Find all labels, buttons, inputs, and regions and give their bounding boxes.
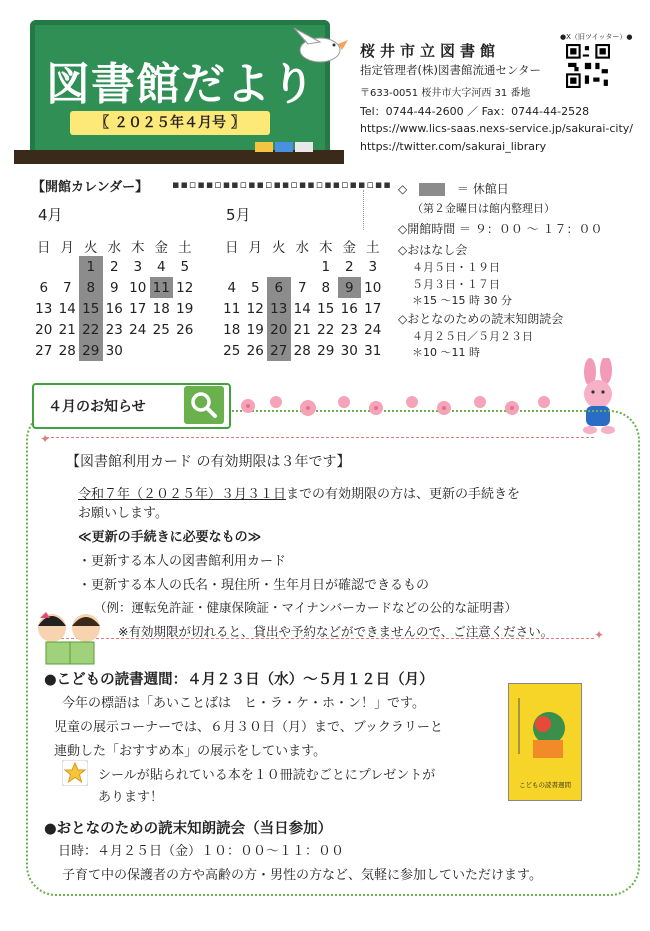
weekday-label: 土 bbox=[178, 239, 192, 256]
weekday-label: 火 bbox=[84, 239, 98, 256]
website-link[interactable]: https://www.lics-saas.nexs-service.jp/sakurai-city/ bbox=[360, 122, 634, 135]
calendar-day: 22 bbox=[317, 321, 335, 338]
closed-day: 20 bbox=[267, 319, 291, 340]
closed-day: 15 bbox=[79, 298, 103, 319]
month-label-april: 4月 bbox=[38, 206, 63, 224]
empty-day bbox=[267, 256, 291, 277]
weekday-label: 金 bbox=[154, 239, 168, 256]
empty-day bbox=[220, 256, 244, 277]
calendar-day: 18 bbox=[152, 300, 170, 317]
weekday-label: 月 bbox=[248, 239, 262, 256]
weekday-label: 木 bbox=[319, 239, 333, 256]
calendar-day: 31 bbox=[364, 342, 382, 359]
calendar-day: 9 bbox=[109, 279, 119, 296]
calendar-day: 1 bbox=[321, 258, 331, 275]
calendar-day: 30 bbox=[105, 342, 123, 359]
requirement-id: ・更新する本人の氏名・現住所・生年月日が確認できるもの bbox=[78, 578, 430, 593]
renewal-paragraph bbox=[78, 483, 520, 502]
weekday-label: 水 bbox=[295, 239, 309, 256]
calendar-heading: 【開館カレンダー】 bbox=[32, 180, 149, 195]
calendar-may bbox=[220, 235, 385, 361]
renewal-text: までの有効期限の方は、更新の手続きを bbox=[286, 487, 521, 502]
closed-day: 1 bbox=[79, 256, 103, 277]
reading-week-present: シールが貼られている本を１０冊読むごとにプレゼントが bbox=[98, 768, 436, 783]
adult-reading-description: 子育て中の保護者の方や高齢の方・男性の方など、気軽に参加していただけます。 bbox=[62, 868, 542, 883]
reading-session-dates: ４月２５日／５月２３日 bbox=[412, 330, 533, 343]
weekday-label: 金 bbox=[342, 239, 356, 256]
search-button[interactable] bbox=[184, 386, 224, 424]
renewal-text-line2: お願いします。 bbox=[78, 506, 168, 521]
closed-day: 6 bbox=[267, 277, 291, 298]
storytime-time: ＊15 ～15 時 30 分 bbox=[412, 294, 512, 307]
legend-note: （第２金曜日は館内整理日） bbox=[412, 202, 555, 215]
legend-prefix: ◇ bbox=[398, 182, 408, 196]
calendar-day: 23 bbox=[340, 321, 358, 338]
library-name: 桜井市立図書館 bbox=[360, 42, 501, 60]
adult-reading-title: ●おとなのための読末知朗読会（当日参加） bbox=[44, 821, 333, 837]
calendar-day: 25 bbox=[152, 321, 170, 338]
empty-day bbox=[56, 256, 80, 277]
sakura-garland-icon bbox=[236, 388, 566, 424]
weekday-label: 日 bbox=[225, 239, 239, 256]
reading-session-title: ◇おとなのための読末知朗読会 bbox=[398, 312, 564, 326]
calendar-day: 18 bbox=[223, 321, 241, 338]
weekday-label: 木 bbox=[131, 239, 145, 256]
calendar-day: 19 bbox=[246, 321, 264, 338]
calendar-day: 14 bbox=[58, 300, 76, 317]
notice-tab-label: ４月のお知らせ bbox=[48, 399, 146, 415]
calendar-day: 5 bbox=[180, 258, 190, 275]
empty-day bbox=[150, 340, 174, 361]
calendar-day: 29 bbox=[317, 342, 335, 359]
card-title: 【図書館利用カード の有効期限は３年です】 bbox=[66, 454, 351, 470]
empty-day bbox=[32, 256, 56, 277]
dove-icon bbox=[290, 22, 350, 70]
requirement-example: （例：運転免許証・健康保険証・マイナンバーカードなどの公的な証明書） bbox=[94, 600, 518, 615]
calendar-week-row bbox=[220, 340, 385, 361]
opening-hours: ◇開館時間 ＝ ９：００ ～ １７：００ bbox=[398, 222, 603, 236]
weekday-label: 日 bbox=[37, 239, 51, 256]
calendar-day: 12 bbox=[246, 300, 264, 317]
calendar-week-row bbox=[220, 256, 385, 277]
calendar-day: 10 bbox=[129, 279, 147, 296]
expiry-warning: ※有効期限が切れると、貸出や予約などができませんので、ご注意ください。 bbox=[118, 624, 554, 639]
calendar-day: 6 bbox=[39, 279, 49, 296]
calendar-day: 11 bbox=[223, 300, 241, 317]
calendar-week-row bbox=[32, 319, 197, 340]
calendar-week-row bbox=[220, 298, 385, 319]
weekday-header-row bbox=[32, 235, 197, 256]
calendar-day: 28 bbox=[293, 342, 311, 359]
calendar-day: 27 bbox=[35, 342, 53, 359]
closed-day: 22 bbox=[79, 319, 103, 340]
closed-day: 27 bbox=[267, 340, 291, 361]
calendar-april bbox=[32, 235, 197, 361]
reading-week-title: ●こどもの読書週間：４月２３日（水）～５月１２日（月） bbox=[44, 672, 434, 688]
decorative-dots: ▪▪▫▪▪▫▪▪▫▪▪▫▪▪▫▪▪▫▪▪▫▪▪▫▪▪ bbox=[172, 178, 392, 191]
requirements-title: ≪更新の手続きに必要なもの≫ bbox=[78, 530, 262, 545]
weekday-label: 火 bbox=[272, 239, 286, 256]
calendar-day: 3 bbox=[368, 258, 378, 275]
calendar-week-row bbox=[220, 277, 385, 298]
qr-code-icon[interactable] bbox=[566, 44, 610, 88]
reading-week-poster bbox=[508, 683, 582, 801]
calendar-day: 2 bbox=[344, 258, 354, 275]
kids-reading-icon bbox=[30, 604, 112, 668]
calendar-day: 21 bbox=[293, 321, 311, 338]
calendar-day: 16 bbox=[105, 300, 123, 317]
closed-swatch bbox=[419, 183, 445, 196]
calendar-day: 17 bbox=[364, 300, 382, 317]
calendar-day: 4 bbox=[227, 279, 237, 296]
weekday-header-row bbox=[220, 235, 385, 256]
calendar-day: 25 bbox=[223, 342, 241, 359]
expiry-date: 令和７年（２０２５年）３月３１日 bbox=[78, 487, 287, 502]
calendar-day: 24 bbox=[364, 321, 382, 338]
reading-week-present-line2: あります！ bbox=[98, 790, 164, 805]
storytime-dates-may: ５月３日・１７日 bbox=[412, 278, 500, 291]
calendar-week-row bbox=[32, 298, 197, 319]
month-label-may: 5月 bbox=[226, 206, 251, 224]
calendar-day: 3 bbox=[133, 258, 143, 275]
calendar-day: 17 bbox=[129, 300, 147, 317]
chalkboard-ledge bbox=[14, 150, 344, 164]
calendar-day: 30 bbox=[340, 342, 358, 359]
issue-label: 〖 ２０２５年４月号 〗 bbox=[70, 111, 270, 135]
divider bbox=[363, 190, 365, 230]
reading-session-time: ＊10 ～11 時 bbox=[412, 346, 480, 359]
requirement-card: ・更新する本人の図書館利用カード bbox=[78, 554, 287, 569]
weekday-label: 水 bbox=[107, 239, 121, 256]
calendar-day: 24 bbox=[129, 321, 147, 338]
reading-week-exhibit: 児童の展示コーナーでは、６月３０日（月）まで、ブックラリーと bbox=[54, 720, 443, 735]
calendar-day: 23 bbox=[105, 321, 123, 338]
calendar-day: 4 bbox=[156, 258, 166, 275]
storytime-title: ◇おはなし会 bbox=[398, 243, 468, 257]
calendar-day: 26 bbox=[176, 321, 194, 338]
qr-label: ●X（旧ツイッター）● bbox=[560, 33, 633, 41]
calendar-day: 15 bbox=[317, 300, 335, 317]
closed-day: 11 bbox=[150, 277, 174, 298]
closed-day: 29 bbox=[79, 340, 103, 361]
empty-day bbox=[126, 340, 150, 361]
star-icon: ✦ bbox=[594, 628, 605, 642]
storytime-dates-april: ４月５日・１９日 bbox=[412, 261, 500, 274]
adult-reading-datetime: 日時：４月２５日（金）１０：００～１１：００ bbox=[58, 844, 345, 859]
operator-name: 指定管理者(株)図書館流通センター bbox=[360, 63, 542, 77]
books-icon bbox=[255, 142, 315, 152]
calendar-day: 20 bbox=[35, 321, 53, 338]
calendar-week-row bbox=[220, 319, 385, 340]
empty-day bbox=[291, 256, 315, 277]
weekday-label: 土 bbox=[366, 239, 380, 256]
calendar-week-row bbox=[32, 340, 197, 361]
calendar-day: 28 bbox=[58, 342, 76, 359]
twitter-link[interactable]: https://twitter.com/sakurai_library bbox=[360, 140, 547, 153]
poster-caption: こどもの読書週間 bbox=[519, 781, 571, 789]
calendar-day: 10 bbox=[364, 279, 382, 296]
legend bbox=[398, 180, 509, 197]
calendar-day: 14 bbox=[293, 300, 311, 317]
search-icon bbox=[184, 386, 224, 424]
newsletter-title: 図書館だより bbox=[46, 59, 316, 110]
reading-week-exhibit-line2: 連動した「おすすめ本」の展示をしています。 bbox=[54, 744, 327, 759]
calendar-day: 2 bbox=[109, 258, 119, 275]
calendar-day: 13 bbox=[35, 300, 53, 317]
empty-day bbox=[244, 256, 268, 277]
library-address: 〒633-0051 桜井市大字河西 31 番地 bbox=[360, 88, 531, 99]
calendar-day: 5 bbox=[250, 279, 260, 296]
closed-day: 8 bbox=[79, 277, 103, 298]
calendar-day: 16 bbox=[340, 300, 358, 317]
weekday-label: 月 bbox=[60, 239, 74, 256]
calendar-day: 7 bbox=[62, 279, 72, 296]
star-icon: ✦ bbox=[40, 432, 51, 446]
legend-text: ＝ 休館日 bbox=[456, 182, 509, 196]
calendar-day: 8 bbox=[321, 279, 331, 296]
reading-week-slogan: 今年の標語は「あいことばは ヒ・ラ・ケ・ホ・ン！」です。 bbox=[62, 696, 425, 711]
calendar-day: 12 bbox=[176, 279, 194, 296]
calendar-day: 26 bbox=[246, 342, 264, 359]
closed-day: 13 bbox=[267, 298, 291, 319]
calendar-week-row bbox=[32, 256, 197, 277]
closed-day: 9 bbox=[338, 277, 362, 298]
sticker-star-icon bbox=[62, 760, 88, 786]
calendar-day: 7 bbox=[297, 279, 307, 296]
tel-fax: Tel：0744-44-2600 ／ Fax：0744-44-2528 bbox=[360, 105, 590, 118]
empty-day bbox=[173, 340, 197, 361]
calendar-day: 21 bbox=[58, 321, 76, 338]
calendar-week-row bbox=[32, 277, 197, 298]
calendar-day: 19 bbox=[176, 300, 194, 317]
